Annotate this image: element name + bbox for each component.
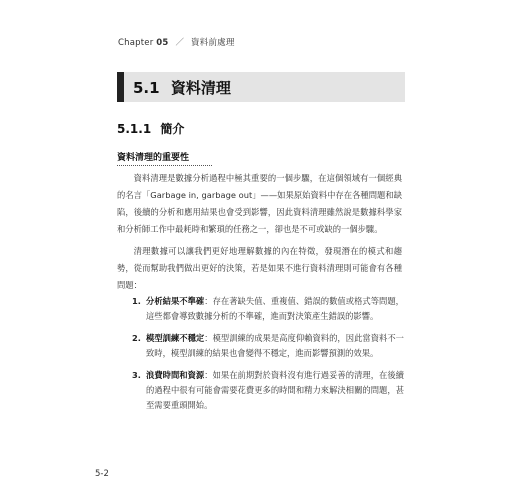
section-accent-bar [117, 72, 124, 102]
list-item-term: 模型訓練不穩定 [146, 333, 205, 343]
section-title-text: 資料清理 [170, 79, 231, 97]
problem-list [132, 294, 404, 413]
page-number: 5-2 [95, 469, 109, 479]
list-item-number: 3. [132, 370, 141, 380]
list-item-term: 分析結果不準確 [146, 296, 205, 306]
subsection-heading [117, 120, 184, 137]
list-item-number: 2. [132, 333, 141, 343]
section-heading [117, 72, 405, 102]
paragraph-2: 清理數據可以讓我們更好地理解數據的內在特徵，發現潛在的模式和趨勢，從而幫助我們做出更好的決策，若是如果不進行資料清理則可能會有各種問題： [117, 246, 402, 290]
section-title [133, 77, 231, 98]
topic-dotted-rule [117, 165, 212, 166]
list-item-text: ：存在著缺失值、重複值、錯誤的數值或格式等問題，這些都會導致數據分析的不準確，進而對決策產生錯誤的影響。 [146, 296, 404, 321]
header-separator: ／ [175, 38, 185, 48]
running-header [118, 36, 235, 48]
list-item [132, 368, 404, 413]
subsection-title: 簡介 [160, 122, 185, 136]
list-item-term: 浪費時間和資源 [146, 370, 205, 380]
subsection-number: 5.1.1 [117, 122, 152, 136]
list-item-text: ：模型訓練的成果是高度仰賴資料的，因此當資料不一致時，模型訓練的結果也會變得不穩定，進而影響預測的效果。 [146, 333, 404, 358]
list-item [132, 294, 404, 324]
paragraph-1: 資料清理是數據分析過程中極其重要的一個步驟，在這個領域有一個經典的名言「Garbage in, garbage out」——如果原始資料中存在各種問題和缺陷，後續的分析和應用結果也會受到影響，因此資料清理雖然說是數據科學家和分析師工作中最耗時和繁瑣的任務之一，卻也是不可或缺的一個步驟。 [117, 173, 402, 234]
section-number: 5.1 [133, 79, 160, 97]
chapter-title: 資料前處理 [191, 38, 235, 48]
chapter-label: Chapter [118, 38, 154, 48]
list-item [132, 331, 404, 361]
chapter-number: 05 [156, 38, 169, 48]
topic-heading: 資料清理的重要性 [117, 153, 190, 163]
list-item-text: ：如果在前期對於資料沒有進行過妥善的清理，在後續的過程中很有可能會需要花費更多的時間和精力來解決相關的問題，甚至需要重頭開始。 [146, 370, 404, 410]
list-item-number: 1. [132, 296, 141, 306]
